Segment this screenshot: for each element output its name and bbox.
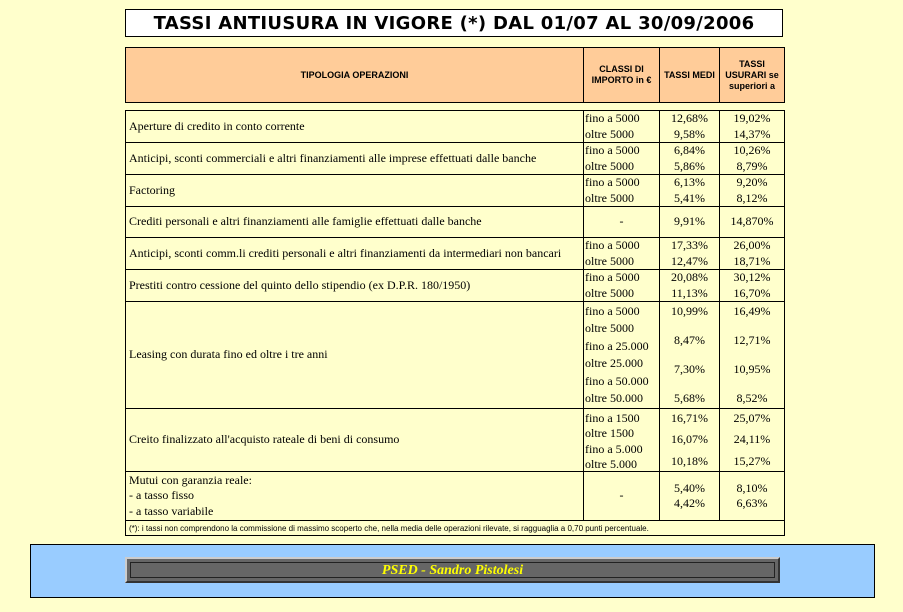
import-class-line: oltre 5.000 <box>585 457 637 471</box>
operation-label-line: - a tasso fisso <box>129 488 194 503</box>
import-class-line: oltre 50.000 <box>585 391 643 405</box>
tasso-usurario-line: 8,52% <box>736 390 768 405</box>
tasso-medio <box>660 270 720 302</box>
note-row <box>126 521 785 536</box>
import-class-line: oltre 1500 <box>585 426 634 440</box>
table-row <box>126 175 785 207</box>
tasso-usurario <box>720 175 785 207</box>
tasso-usurario-line: 16,49% <box>733 303 771 318</box>
table-row <box>126 238 785 270</box>
tasso-usurario-line: 25,07% <box>733 410 771 425</box>
import-class-line: fino a 5000 <box>585 175 640 189</box>
operation-label-line: Creito finalizzato all'acquisto rateale di beni di consumo <box>129 432 400 447</box>
table-row <box>126 472 785 521</box>
operation-label <box>126 143 584 175</box>
import-class <box>584 175 660 207</box>
import-class-line: fino a 1500 <box>585 410 640 425</box>
import-class-line: fino a 50.000 <box>585 373 649 388</box>
tasso-usurario-line: 8,79% <box>736 158 768 173</box>
operation-label-line: - a tasso variabile <box>129 503 214 518</box>
tasso-usurario <box>720 302 785 409</box>
tasso-usurario-line: 16,70% <box>733 285 771 300</box>
operation-label-line: Crediti personali e altri finanziamenti alle famiglie effettuati dalle banche <box>129 214 482 229</box>
header-tassi-medi: TASSI MEDI <box>660 48 720 103</box>
footer-bar <box>125 557 780 583</box>
table-row <box>126 143 785 175</box>
import-class-line: fino a 5000 <box>585 238 640 252</box>
header-tipologia: TIPOLOGIA OPERAZIONI <box>126 48 584 103</box>
tasso-usurario-line: 14,870% <box>730 214 774 229</box>
import-class-line: oltre 5000 <box>585 321 634 335</box>
import-class <box>584 409 660 472</box>
tasso-usurario-line: 26,00% <box>733 238 771 252</box>
tasso-medio-line: 5,86% <box>674 158 705 173</box>
operation-label <box>126 238 584 270</box>
tasso-usurario-line: 9,20% <box>736 175 768 189</box>
operation-label-line: Factoring <box>129 182 175 197</box>
import-class <box>584 302 660 409</box>
footer-author: PSED - Sandro Pistolesi <box>130 562 775 578</box>
import-class-line: oltre 5000 <box>585 126 634 141</box>
rates-table <box>125 110 785 536</box>
import-class-line: fino a 25.000 <box>585 338 649 353</box>
import-class-line: fino a 5000 <box>585 111 640 125</box>
tasso-usurario <box>720 111 785 143</box>
tasso-medio <box>660 175 720 207</box>
tasso-usurario <box>720 270 785 302</box>
tasso-medio-line: 6,84% <box>674 143 705 157</box>
import-class-line: oltre 5000 <box>585 190 634 205</box>
tasso-usurario-line: 8,10% <box>736 480 768 495</box>
operation-label <box>126 472 584 521</box>
tasso-usurario <box>720 472 785 521</box>
table-row <box>126 111 785 143</box>
operation-label <box>126 409 584 472</box>
tasso-medio <box>660 409 720 472</box>
header-classi: CLASSI DI IMPORTO in € <box>584 48 660 103</box>
import-class <box>584 207 660 238</box>
operation-label-line: Aperture di credito in conto corrente <box>129 118 305 133</box>
import-class <box>584 238 660 270</box>
tasso-medio-line: 10,18% <box>671 454 708 468</box>
footer-panel <box>30 544 875 598</box>
tasso-medio <box>660 143 720 175</box>
tasso-usurario-line: 10,26% <box>733 143 771 157</box>
tasso-medio <box>660 207 720 238</box>
tasso-medio-line: 16,71% <box>671 410 708 425</box>
tasso-medio <box>660 111 720 143</box>
tasso-usurario-line: 14,37% <box>733 126 771 141</box>
tasso-medio-line: 7,30% <box>674 361 705 376</box>
tasso-medio-line: 6,13% <box>674 175 705 189</box>
import-class-line: - <box>619 214 624 229</box>
table-row <box>126 270 785 302</box>
tasso-medio <box>660 302 720 409</box>
operation-label <box>126 175 584 207</box>
tasso-medio-line: 8,47% <box>674 332 705 347</box>
import-class-line: fino a 5000 <box>585 143 640 157</box>
tasso-usurario <box>720 238 785 270</box>
tasso-medio-line: 10,99% <box>671 303 708 318</box>
import-class <box>584 270 660 302</box>
tasso-usurario <box>720 207 785 238</box>
tasso-usurario-line: 10,95% <box>733 361 771 376</box>
tasso-medio-line: 9,58% <box>674 126 705 141</box>
tasso-usurario-line: 6,63% <box>736 496 768 510</box>
table-row <box>126 409 785 472</box>
tasso-usurario-line: 12,71% <box>733 332 771 347</box>
tasso-medio-line: 16,07% <box>671 432 708 447</box>
tasso-medio-line: 17,33% <box>671 238 708 252</box>
footnote: (*): i tassi non comprendono la commissione di massimo scoperto che, nella media delle operazioni rilevate, si ragguaglia a 0,70 punti percentuale. <box>126 521 785 536</box>
tasso-medio-line: 12,47% <box>671 253 708 268</box>
operation-label <box>126 270 584 302</box>
import-class-line: fino a 5000 <box>585 303 640 318</box>
operation-label-line: Mutui con garanzia reale: <box>129 472 252 487</box>
import-class-line: fino a 5.000 <box>585 441 643 456</box>
tasso-usurario <box>720 409 785 472</box>
import-class <box>584 111 660 143</box>
import-class <box>584 472 660 521</box>
tasso-medio-line: 12,68% <box>671 111 708 125</box>
tasso-medio-line: 5,68% <box>674 390 705 405</box>
import-class-line: oltre 25.000 <box>585 356 643 370</box>
import-class-line: oltre 5000 <box>585 285 634 300</box>
tasso-usurario-line: 18,71% <box>733 253 771 268</box>
tasso-usurario <box>720 143 785 175</box>
page-title: TASSI ANTIUSURA IN VIGORE (*) DAL 01/07 AL 30/09/2006 <box>125 9 783 37</box>
operation-label-line: Leasing con durata fino ed oltre i tre anni <box>129 347 328 362</box>
table-row <box>126 207 785 238</box>
import-class-line: - <box>619 488 624 503</box>
operation-label <box>126 111 584 143</box>
tasso-usurario-line: 19,02% <box>733 111 771 125</box>
header-tassi-usurari: TASSI USURARI se superiori a <box>720 48 785 103</box>
tasso-usurario-line: 15,27% <box>733 454 771 468</box>
import-class-line: oltre 5000 <box>585 158 634 173</box>
tasso-usurario-line: 30,12% <box>733 270 771 284</box>
table-row <box>126 302 785 409</box>
tasso-medio-line: 5,41% <box>674 190 705 205</box>
tasso-medio-line: 20,08% <box>671 270 708 284</box>
tasso-usurario-line: 8,12% <box>736 190 768 205</box>
tasso-medio <box>660 472 720 521</box>
tasso-medio <box>660 238 720 270</box>
import-class-line: fino a 5000 <box>585 270 640 284</box>
import-class <box>584 143 660 175</box>
tasso-medio-line: 9,91% <box>674 214 705 229</box>
operation-label <box>126 302 584 409</box>
table-header <box>125 47 785 103</box>
tasso-medio-line: 11,13% <box>671 285 708 300</box>
tasso-usurario-line: 24,11% <box>733 432 771 447</box>
tasso-medio-line: 4,42% <box>674 496 705 510</box>
tasso-medio-line: 5,40% <box>674 480 705 495</box>
operation-label-line: Prestiti contro cessione del quinto dello stipendio (ex D.P.R. 180/1950) <box>129 277 471 292</box>
operation-label-line: Anticipi, sconti comm.li crediti personali e altri finanziamenti da intermediari non bancari <box>129 245 562 260</box>
import-class-line: oltre 5000 <box>585 253 634 268</box>
operation-label <box>126 207 584 238</box>
operation-label-line: Anticipi, sconti commerciali e altri finanziamenti alle imprese effettuati dalle banche <box>129 150 537 165</box>
